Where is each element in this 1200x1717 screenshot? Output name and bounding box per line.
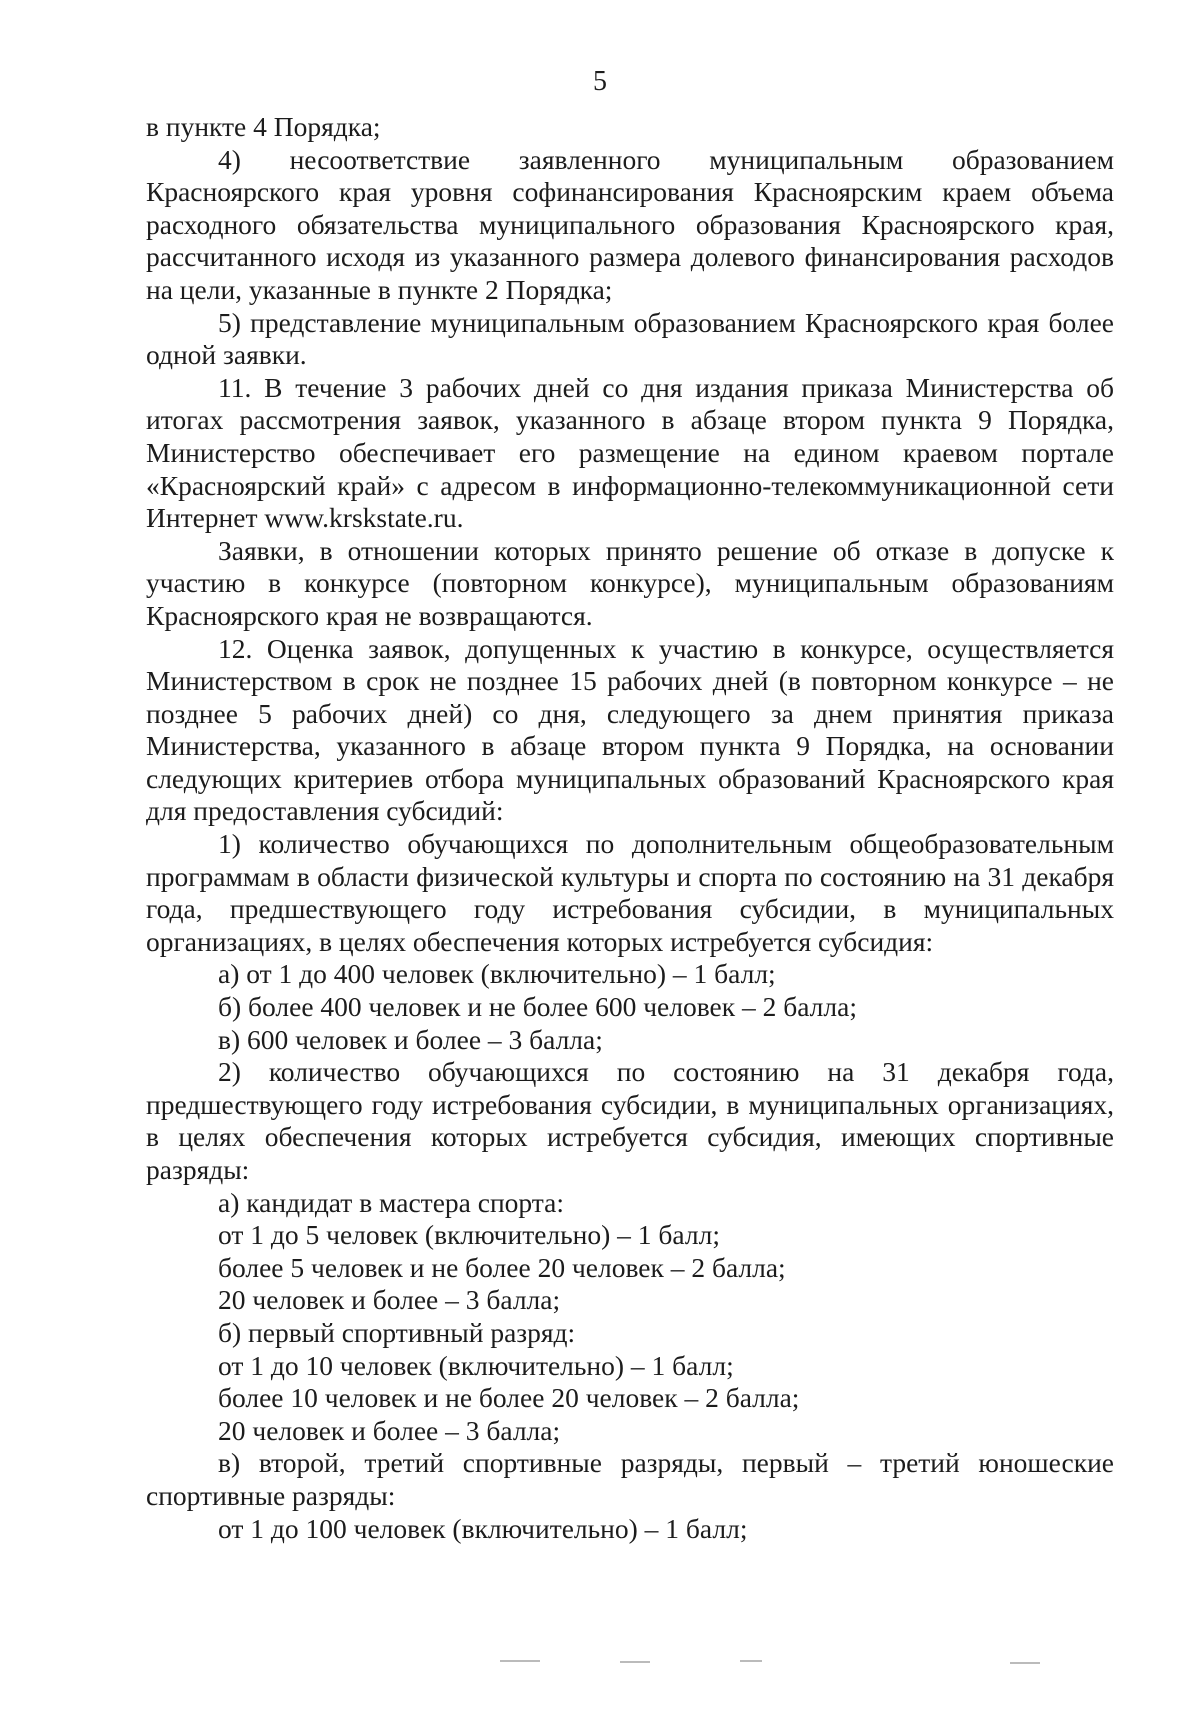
scan-artifact — [500, 1660, 540, 1662]
scan-artifact — [740, 1660, 762, 1662]
paragraph: Заявки, в отношении которых принято решение об отказе в допуске к участию в конкурсе (повторном конкурсе), муниципальным образованиям Красноярского края не возвращаются. — [146, 534, 1114, 631]
paragraph: 4) несоответствие заявленного муниципальным образованием Красноярского края уровня софинансирования Красноярским краем объема расходного обязательства муниципального образования Красноярского края, рассчитанного исходя из указанного размера долевого финансирования расходов на цели, указанные в пункте 2 Порядка; — [146, 143, 1114, 305]
scan-artifact — [620, 1661, 650, 1663]
list-item: в) 600 человек и более – 3 балла; — [218, 1023, 603, 1055]
list-item: от 1 до 100 человек (включительно) – 1 балл; — [218, 1512, 748, 1544]
list-item: от 1 до 10 человек (включительно) – 1 балл; — [218, 1349, 734, 1381]
list-item: а) от 1 до 400 человек (включительно) – 1 балл; — [218, 958, 776, 990]
scan-artifact — [1010, 1662, 1040, 1664]
document-body — [146, 111, 1114, 1545]
paragraph: в пункте 4 Порядка; — [146, 111, 381, 142]
paragraph: 5) представление муниципальным образованием Красноярского края более одной заявки. — [146, 306, 1114, 371]
list-item: 20 человек и более – 3 балла; — [218, 1284, 561, 1316]
list-item: 20 человек и более – 3 балла; — [218, 1414, 561, 1446]
page-number: 5 — [593, 66, 607, 97]
list-item: от 1 до 5 человек (включительно) – 1 балл; — [218, 1219, 720, 1251]
list-item: более 10 человек и не более 20 человек – 2 балла; — [218, 1382, 800, 1414]
paragraph: 2) количество обучающихся по состоянию на 31 декабря года, предшествующего году истребования субсидии, в муниципальных организациях, в целях обеспечения которых истребуется субсидия, имеющих спортивные разряды: — [146, 1056, 1114, 1185]
list-item: б) более 400 человек и не более 600 человек – 2 балла; — [218, 991, 857, 1023]
list-item: б) первый спортивный разряд: — [218, 1316, 576, 1348]
paragraph: 11. В течение 3 рабочих дней со дня издания приказа Министерства об итогах рассмотрения заявок, указанного в абзаце втором пункта 9 Порядка, Министерство обеспечивает его размещение на едином краевом портале «Красноярский край» с адресом в информационно-телекоммуникационной сети Интернет www.krskstate.ru. — [146, 371, 1114, 534]
list-item: а) кандидат в мастера спорта: — [218, 1186, 564, 1218]
paragraph: в) второй, третий спортивные разряды, первый – третий юношеские спортивные разряды: — [146, 1447, 1114, 1511]
list-item: более 5 человек и не более 20 человек – 2 балла; — [218, 1251, 786, 1283]
paragraph: 1) количество обучающихся по дополнительным общеобразовательным программам в области физической культуры и спорта по состоянию на 31 декабря года, предшествующего году истребования субсидии, в муниципальных организациях, в целях обеспечения которых истребуется субсидия: — [146, 828, 1114, 957]
paragraph: 12. Оценка заявок, допущенных к участию в конкурсе, осуществляется Министерством в срок не позднее 15 рабочих дней (в повторном конкурсе – не позднее 5 рабочих дней) со дня, следующего за днем принятия приказа Министерства, указанного в абзаце втором пункта 9 Порядка, на основании следующих критериев отбора муниципальных образований Красноярского края для предоставления субсидий: — [146, 632, 1114, 827]
